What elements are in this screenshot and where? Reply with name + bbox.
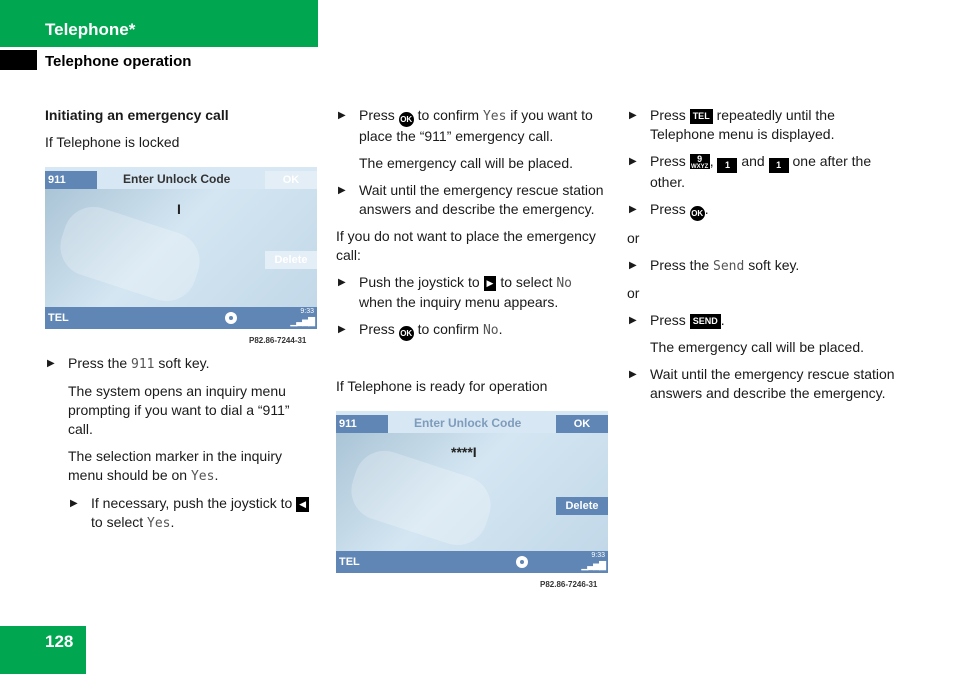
- signal-icon: ▁▃▅▇: [290, 316, 314, 326]
- figure-caption: P82.86-7246-31: [540, 580, 598, 589]
- joystick-icon: [225, 312, 237, 324]
- step-wait-rescue: ▶ Wait until the emergency rescue station answers and describe the emergency.: [338, 182, 604, 217]
- signal-icon: ▁▃▅▇: [581, 560, 605, 570]
- bullet-arrow-icon: ▶: [70, 498, 78, 509]
- softkey-911: 911: [45, 171, 97, 189]
- column-3: [627, 106, 897, 411]
- screen-background: [45, 189, 317, 307]
- bullet-arrow-icon: ▶: [629, 260, 637, 271]
- screen-title: Enter Unlock Code: [123, 172, 231, 186]
- status-time: 9:33: [591, 552, 605, 559]
- key-9-icon: 9 WXYZ: [691, 154, 709, 170]
- ok-button-icon: OK: [399, 326, 414, 341]
- call-placed-text: The emergency call will be placed.: [650, 339, 864, 355]
- step-press-911: ▶ Press the 911 soft key.: [47, 355, 210, 372]
- step-press-send: ▶ Press SEND .: [629, 312, 725, 328]
- bullet-arrow-icon: ▶: [338, 185, 346, 196]
- screen-locked: [45, 167, 317, 329]
- bullet-arrow-icon: ▶: [629, 369, 637, 380]
- step-confirm-yes: ▶ Press OK to confirm Yes if you want to place the “911” emergency call.: [338, 107, 593, 144]
- status-time: 9:33: [300, 308, 314, 315]
- step-press-tel: ▶ Press TEL repeatedly until the Telephone menu is displayed.: [629, 107, 835, 142]
- softkey-911: 911: [336, 415, 388, 433]
- section-marker: [0, 50, 37, 70]
- key-1-icon: 1: [717, 158, 737, 173]
- status-bar: [336, 551, 608, 573]
- bullet-arrow-icon: ▶: [629, 204, 637, 215]
- bullet-arrow-icon: ▶: [629, 156, 637, 167]
- marker-paragraph: The selection marker in the inquiry menu should be on Yes.: [68, 448, 282, 484]
- softkey-ok: OK: [556, 415, 608, 433]
- ok-button-icon: OK: [690, 206, 705, 221]
- or-text: or: [627, 230, 640, 246]
- bullet-arrow-icon: ▶: [47, 358, 55, 369]
- step-push-joystick-no: ▶ Push the joystick to ▶ to select No when the inquiry menu appears.: [338, 274, 573, 310]
- figure-caption: P82.86-7244-31: [249, 336, 307, 345]
- chapter-title: Telephone*: [45, 20, 136, 39]
- status-tel: TEL: [339, 556, 360, 568]
- key-1-icon: 1: [769, 158, 789, 173]
- code-entry: ****I: [451, 444, 477, 460]
- section-heading: Initiating an emergency call: [45, 107, 229, 123]
- joystick-icon: [516, 556, 528, 568]
- step-send-softkey: ▶ Press the Send soft key.: [629, 257, 800, 274]
- phone-illustration: [53, 199, 208, 309]
- call-placed-text: The emergency call will be placed.: [359, 155, 573, 171]
- step-wait-rescue: ▶ Wait until the emergency rescue station answers and describe the emergency.: [629, 366, 895, 401]
- step-push-joystick-yes: ▶ If necessary, push the joystick to ◀ to select Yes.: [45, 494, 315, 533]
- bullet-arrow-icon: ▶: [629, 315, 637, 326]
- ok-button-icon: OK: [399, 112, 414, 127]
- arrow-right-icon: ▶: [484, 276, 497, 291]
- softkey-delete: Delete: [265, 251, 317, 269]
- softkey-delete: Delete: [556, 497, 608, 515]
- status-tel: TEL: [48, 312, 69, 324]
- inquiry-paragraph: The system opens an inquiry menu prompting if you want to dial a “911” call.: [68, 383, 290, 437]
- code-entry: I: [177, 201, 181, 217]
- page-number: 128: [45, 632, 74, 651]
- or-text: or: [627, 285, 640, 301]
- column-1-lower: [45, 354, 315, 541]
- column-1: [45, 106, 310, 160]
- status-bar: [45, 307, 317, 329]
- bullet-arrow-icon: ▶: [338, 277, 346, 288]
- section-title: Telephone operation: [45, 53, 192, 70]
- softkey-ok: OK: [265, 171, 317, 189]
- step-press-911-keys: ▶ Press 9 WXYZ , 1 and 1 one after the other.: [629, 153, 872, 190]
- tel-key-icon: TEL: [690, 109, 713, 124]
- bullet-arrow-icon: ▶: [629, 110, 637, 121]
- screen-ready: [336, 411, 608, 573]
- step-press-ok: ▶ Press OK .: [627, 200, 897, 221]
- code-911: 911: [131, 357, 155, 372]
- column-2: [336, 106, 608, 349]
- bullet-arrow-icon: ▶: [338, 110, 346, 121]
- arrow-left-icon: ◀: [296, 497, 309, 512]
- locked-label: If Telephone is locked: [45, 134, 180, 150]
- bullet-arrow-icon: ▶: [338, 324, 346, 335]
- screen-title: Enter Unlock Code: [414, 416, 522, 430]
- send-key-icon: SEND: [690, 314, 721, 329]
- step-confirm-no: ▶ Press OK to confirm No.: [336, 320, 608, 341]
- no-call-text: If you do not want to place the emergency call:: [336, 228, 596, 263]
- ready-label: If Telephone is ready for operation: [336, 378, 548, 394]
